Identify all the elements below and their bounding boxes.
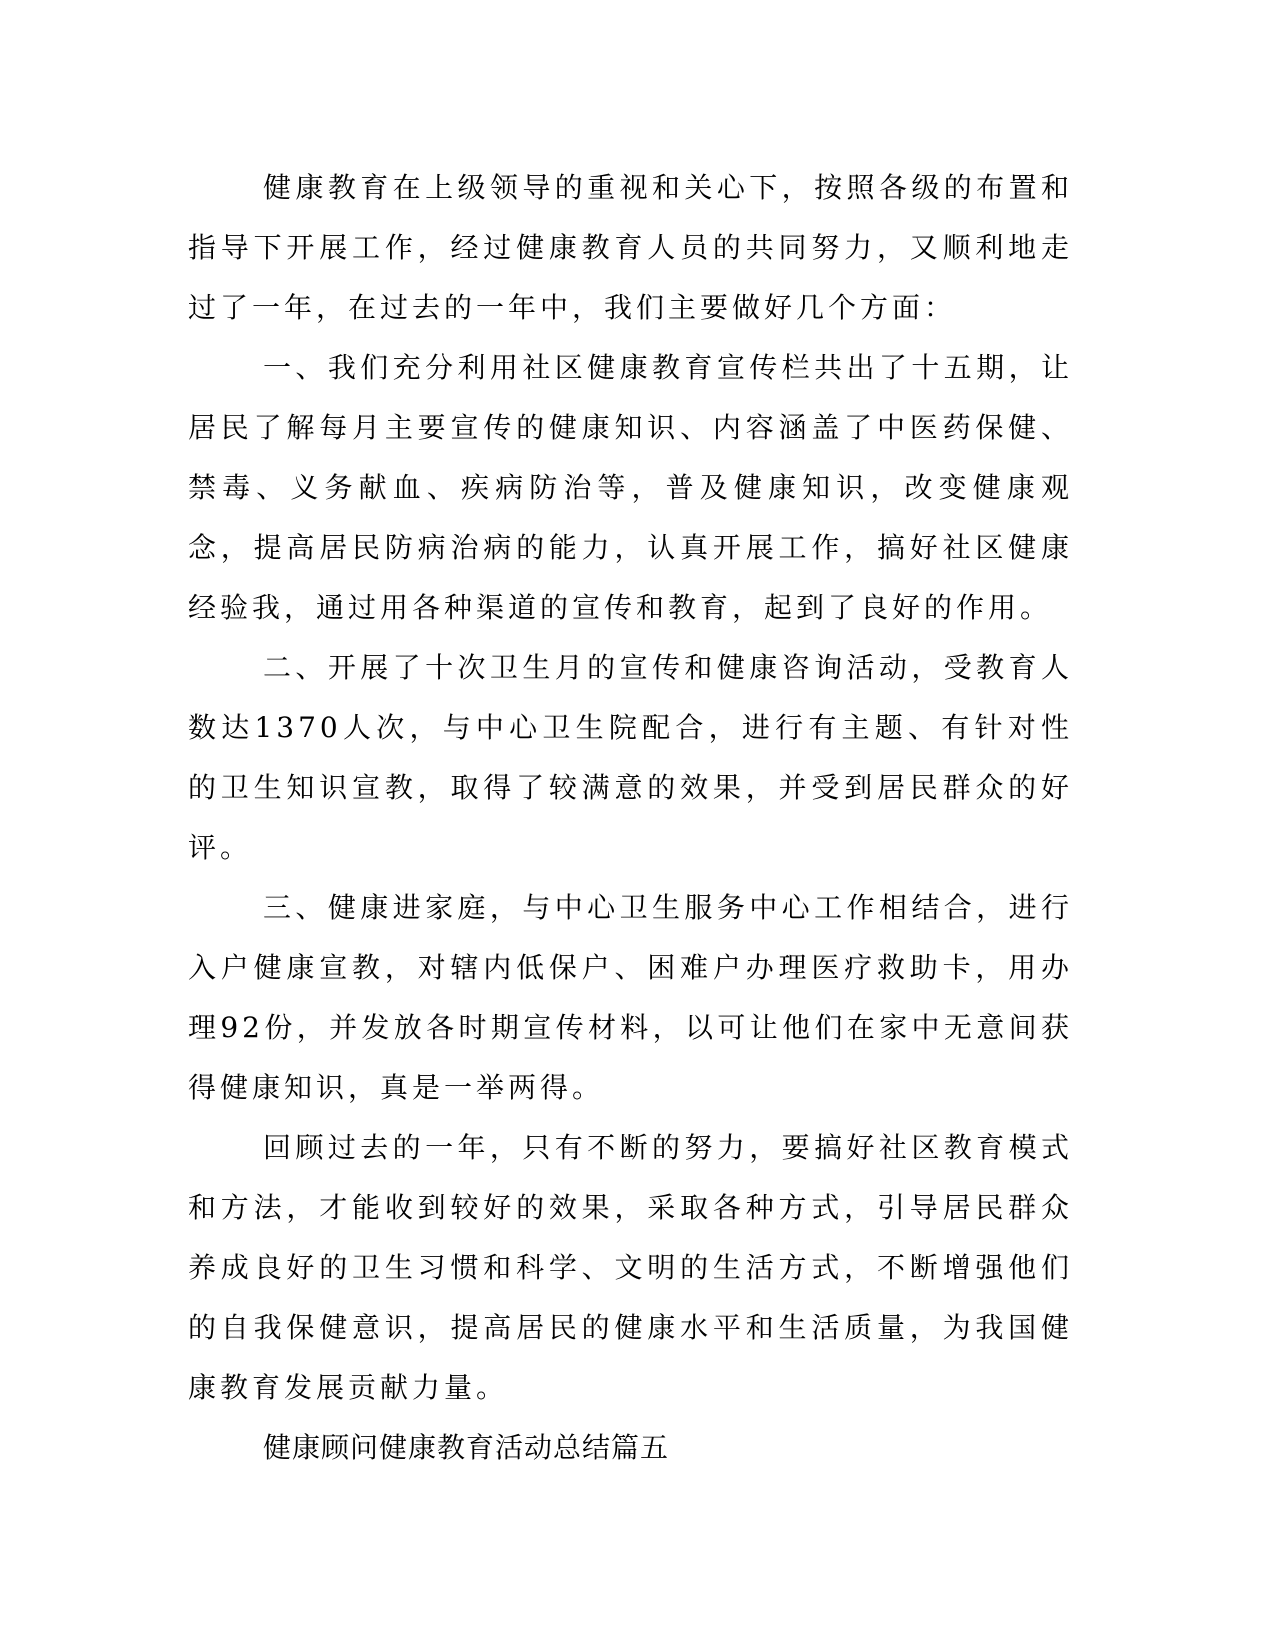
section-heading: 健康顾问健康教育活动总结篇五 <box>263 1431 670 1464</box>
paragraph-item-three: 三、健康进家庭，与中心卫生服务中心工作相结合，进行入户健康宣教，对辖内低保户、困难户办理医疗救助卡，用办理92份，并发放各时期宣传材料，以可让他们在家中无意间获得健康知识，真是一举两得。 <box>188 891 1073 1104</box>
paragraph-item-two: 二、开展了十次卫生月的宣传和健康咨询活动，受教育人数达1370人次，与中心卫生院配合，进行有主题、有针对性的卫生知识宣教，取得了较满意的效果，并受到居民群众的好评。 <box>188 651 1073 864</box>
paragraph-intro: 健康教育在上级领导的重视和关心下，按照各级的布置和指导下开展工作，经过健康教育人员的共同努力，又顺利地走过了一年，在过去的一年中，我们主要做好几个方面： <box>188 171 1073 324</box>
paragraph-review: 回顾过去的一年，只有不断的努力，要搞好社区教育模式和方法，才能收到较好的效果，采取各种方式，引导居民群众养成良好的卫生习惯和科学、文明的生活方式，不断增强他们的自我保健意识，提高居民的健康水平和生活质量，为我国健康教育发展贡献力量。 <box>188 1131 1073 1404</box>
document-body <box>188 158 1073 1478</box>
paragraph-item-one: 一、我们充分利用社区健康教育宣传栏共出了十五期，让居民了解每月主要宣传的健康知识、内容涵盖了中医药保健、禁毒、义务献血、疾病防治等，普及健康知识，改变健康观念，提高居民防病治病的能力，认真开展工作，搞好社区健康经验我，通过用各种渠道的宣传和教育，起到了良好的作用。 <box>188 351 1073 624</box>
